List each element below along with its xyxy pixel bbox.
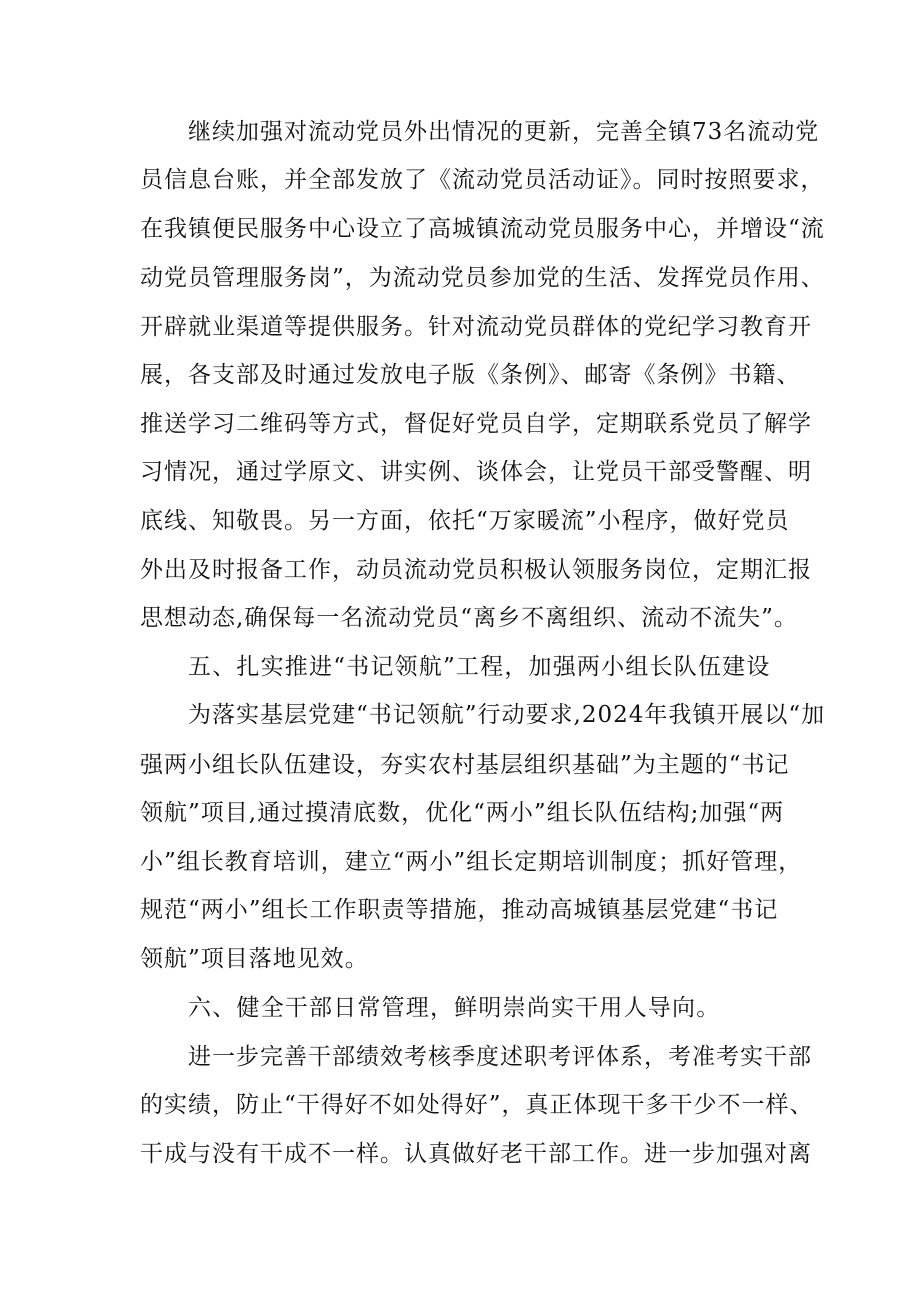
paragraph-line: 展，各支部及时通过发放电子版《条例》、邮寄《条例》书籍、: [140, 362, 801, 388]
paragraph-line: 为落实基层党建“书记领航”行动要求,2024年我镇开展以“加: [188, 702, 826, 728]
paragraph-line: 外出及时报备工作，动员流动党员积极认领服务岗位，定期汇报: [140, 557, 812, 583]
paragraph-line: 领航”项目,通过摸清底数，优化“两小”组长队伍结构;加强“两: [140, 800, 785, 826]
paragraph-line: 习情况，通过学原文、讲实例、谈体会，让党员干部受警醒、明: [140, 459, 812, 485]
paragraph-line: 动党员管理服务岗”，为流动党员参加党的生活、发挥党员作用、: [140, 265, 825, 291]
paragraph-line: 的实绩，防止“干得好不如处得好”，真正体现干多干少不一样、: [140, 1092, 814, 1118]
paragraph-line: 领航”项目落地见效。: [140, 946, 369, 972]
section-heading-6: 六、健全干部日常管理，鲜明崇尚实干用人导向。: [188, 995, 721, 1021]
paragraph-line: 思想动态,确保每一名流动党员“离乡不离组织、流动不流失”。: [140, 605, 798, 631]
paragraph-line: 推送学习二维码等方式，督促好党员自学，定期联系党员了解学: [140, 411, 812, 437]
paragraph-line: 进一步完善干部绩效考核季度述职考评体系，考准考实干部: [188, 1044, 812, 1070]
paragraph-line: 开辟就业渠道等提供服务。针对流动党员群体的党纪学习教育开: [140, 314, 812, 340]
paragraph-line: 底线、知敬畏。另一方面，依托“万家暖流”小程序，做好党员: [140, 508, 790, 534]
paragraph-line: 在我镇便民服务中心设立了高城镇流动党员服务中心，并增设“流: [140, 216, 825, 242]
paragraph-line: 员信息台账，并全部发放了《流动党员活动证》。同时按照要求，: [140, 167, 825, 193]
paragraph-line: 强两小组长队伍建设，夯实农村基层组织基础”为主题的“书记: [140, 752, 790, 778]
paragraph-line: 规范“两小”组长工作职责等措施，推动高城镇基层党建“书记: [140, 897, 779, 923]
section-heading-5: 五、扎实推进“书记领航”工程，加强两小组长队伍建设: [188, 654, 771, 680]
paragraph-line: 小”组长教育培训，建立“两小”组长定期培训制度；抓好管理，: [140, 849, 803, 875]
paragraph-line: 继续加强对流动党员外出情况的更新，完善全镇73名流动党: [188, 119, 820, 145]
paragraph-line: 干成与没有干成不一样。认真做好老干部工作。进一步加强对离: [140, 1141, 812, 1167]
